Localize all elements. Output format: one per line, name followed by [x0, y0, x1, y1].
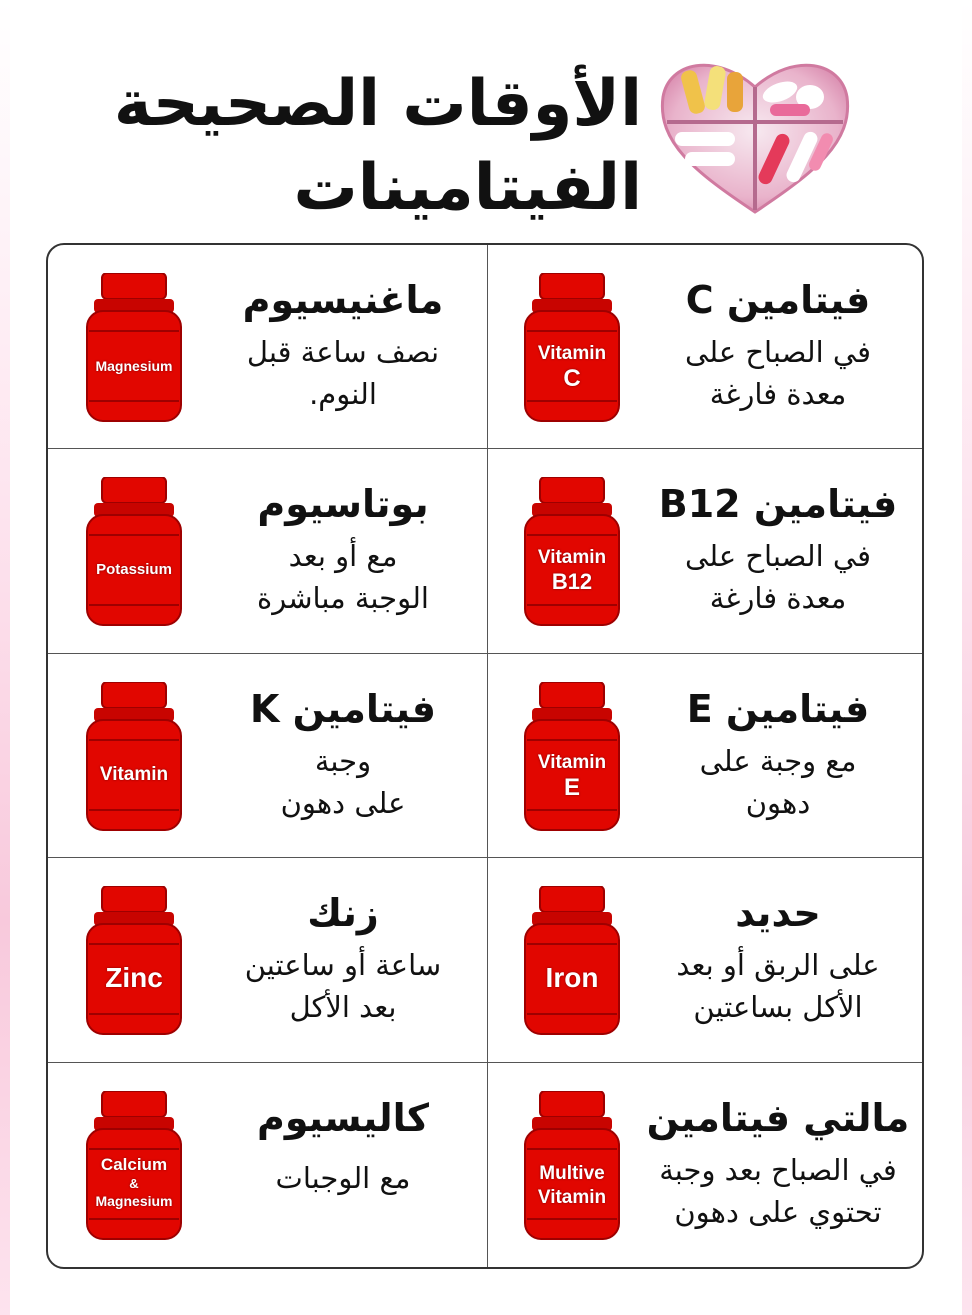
vitamin-table: [46, 243, 924, 1269]
info-calcium: [208, 1093, 478, 1199]
page-title: [82, 62, 642, 230]
title-line-1: الأوقات الصحيحة: [113, 67, 642, 141]
bottle-label-2: E: [563, 773, 580, 801]
cell-magnesium: [48, 245, 488, 449]
cell-vitamin-k: [48, 654, 488, 858]
magnesium-bottle-icon: [84, 273, 184, 423]
vitamin-desc-line1: في الصباح على: [685, 539, 871, 574]
vitamin-name: فيتامين C: [685, 278, 871, 322]
bottle-label-2: C: [563, 365, 581, 392]
vitamin-name: فيتامين K: [249, 686, 437, 731]
bottle-label: Vitamin: [99, 763, 169, 785]
vitamin-name: بوتاسيوم: [257, 482, 429, 527]
vitamin-desc-line2: تحتوي على دهون: [674, 1194, 882, 1229]
cell-vitamin-b12: [488, 449, 922, 653]
vitamin-desc-line1: ساعة أو ساعتين: [244, 948, 442, 983]
bottle-label: Zinc: [105, 962, 163, 994]
vitamin-desc-line1: مع وجبة على: [699, 743, 857, 778]
vitamin-desc-line2: دهون: [745, 785, 811, 820]
vitamin-name: حديد: [735, 891, 821, 936]
vitamin-desc-line2: بعد الأكل: [289, 990, 397, 1025]
zinc-bottle-icon: [84, 886, 184, 1036]
info-iron: [638, 888, 918, 1028]
vitamin-name: مالتي فيتامين: [646, 1095, 910, 1140]
info-vitamin-k: [208, 684, 478, 824]
potassium-bottle-icon: [84, 477, 184, 627]
vitamin-name: ماغنيسيوم: [242, 278, 444, 322]
bottle-label-2: B12: [551, 569, 593, 595]
vitamin-desc-line2: معدة فارغة: [709, 377, 847, 411]
vitamin-desc-line2: النوم.: [309, 377, 377, 411]
info-potassium: [208, 479, 478, 619]
info-vitamin-c: [638, 275, 918, 415]
bottle-label-3: Magnesium: [95, 1192, 173, 1209]
iron-bottle-icon: [522, 886, 622, 1036]
vitamin-desc-line1: في الصباح على: [685, 335, 871, 369]
cell-vitamin-c: [488, 245, 922, 449]
bottle-label: Vitamin: [537, 343, 607, 364]
vitamin-name: كاليسيوم: [256, 1095, 429, 1140]
bottle-label: Multive: [539, 1162, 605, 1184]
info-vitamin-b12: [638, 479, 918, 619]
title-line-2: الفيتامينات: [293, 151, 642, 225]
vitamin-desc-line1: وجبة: [314, 743, 372, 778]
vitamin-k-bottle-icon: [84, 682, 184, 832]
info-vitamin-e: [638, 684, 918, 824]
pill-heart-icon: [655, 52, 855, 217]
cell-zinc: [48, 858, 488, 1062]
cell-iron: [488, 858, 922, 1062]
page-edge-left: [0, 0, 10, 1315]
bottle-label: Iron: [545, 962, 599, 994]
page-edge-right: [962, 0, 972, 1315]
bottle-label: Vitamin: [537, 751, 607, 773]
bottle-label-2: &: [129, 1175, 139, 1191]
vitamin-desc-line1: على الربق أو بعد: [676, 948, 880, 983]
vitamin-desc-line1: مع الوجبات: [275, 1160, 411, 1195]
vitamin-desc-line2: الوجبة مباشرة: [257, 581, 429, 616]
vitamin-name: زنك: [307, 891, 379, 936]
vitamin-desc-line2: الأكل بساعتين: [693, 990, 863, 1025]
bottle-label: Magnesium: [95, 358, 173, 374]
info-magnesium: [208, 275, 478, 415]
bottle-label: Potassium: [96, 561, 172, 579]
vitamin-desc-line1: مع أو بعد: [288, 539, 398, 574]
vitamin-name: فيتامين E: [686, 686, 870, 731]
info-zinc: [208, 888, 478, 1028]
bottle-label: Vitamin: [537, 547, 607, 569]
vitamin-name: فيتامين B12: [658, 482, 898, 527]
cell-calcium: [48, 1063, 488, 1267]
bottle-label-2: Vitamin: [537, 1186, 607, 1208]
cell-potassium: [48, 449, 488, 653]
vitamin-desc-line2: معدة فارغة: [709, 581, 847, 616]
vitamin-desc-line1: في الصباح بعد وجبة: [659, 1152, 897, 1187]
cell-vitamin-e: [488, 654, 922, 858]
vitamin-desc-line1: نصف ساعة قبل: [246, 335, 440, 369]
vitamin-desc-line2: على دهون: [280, 785, 406, 820]
info-multivitamin: [638, 1093, 918, 1233]
bottle-label: Calcium: [100, 1154, 168, 1174]
cell-multivitamin: [488, 1063, 922, 1267]
